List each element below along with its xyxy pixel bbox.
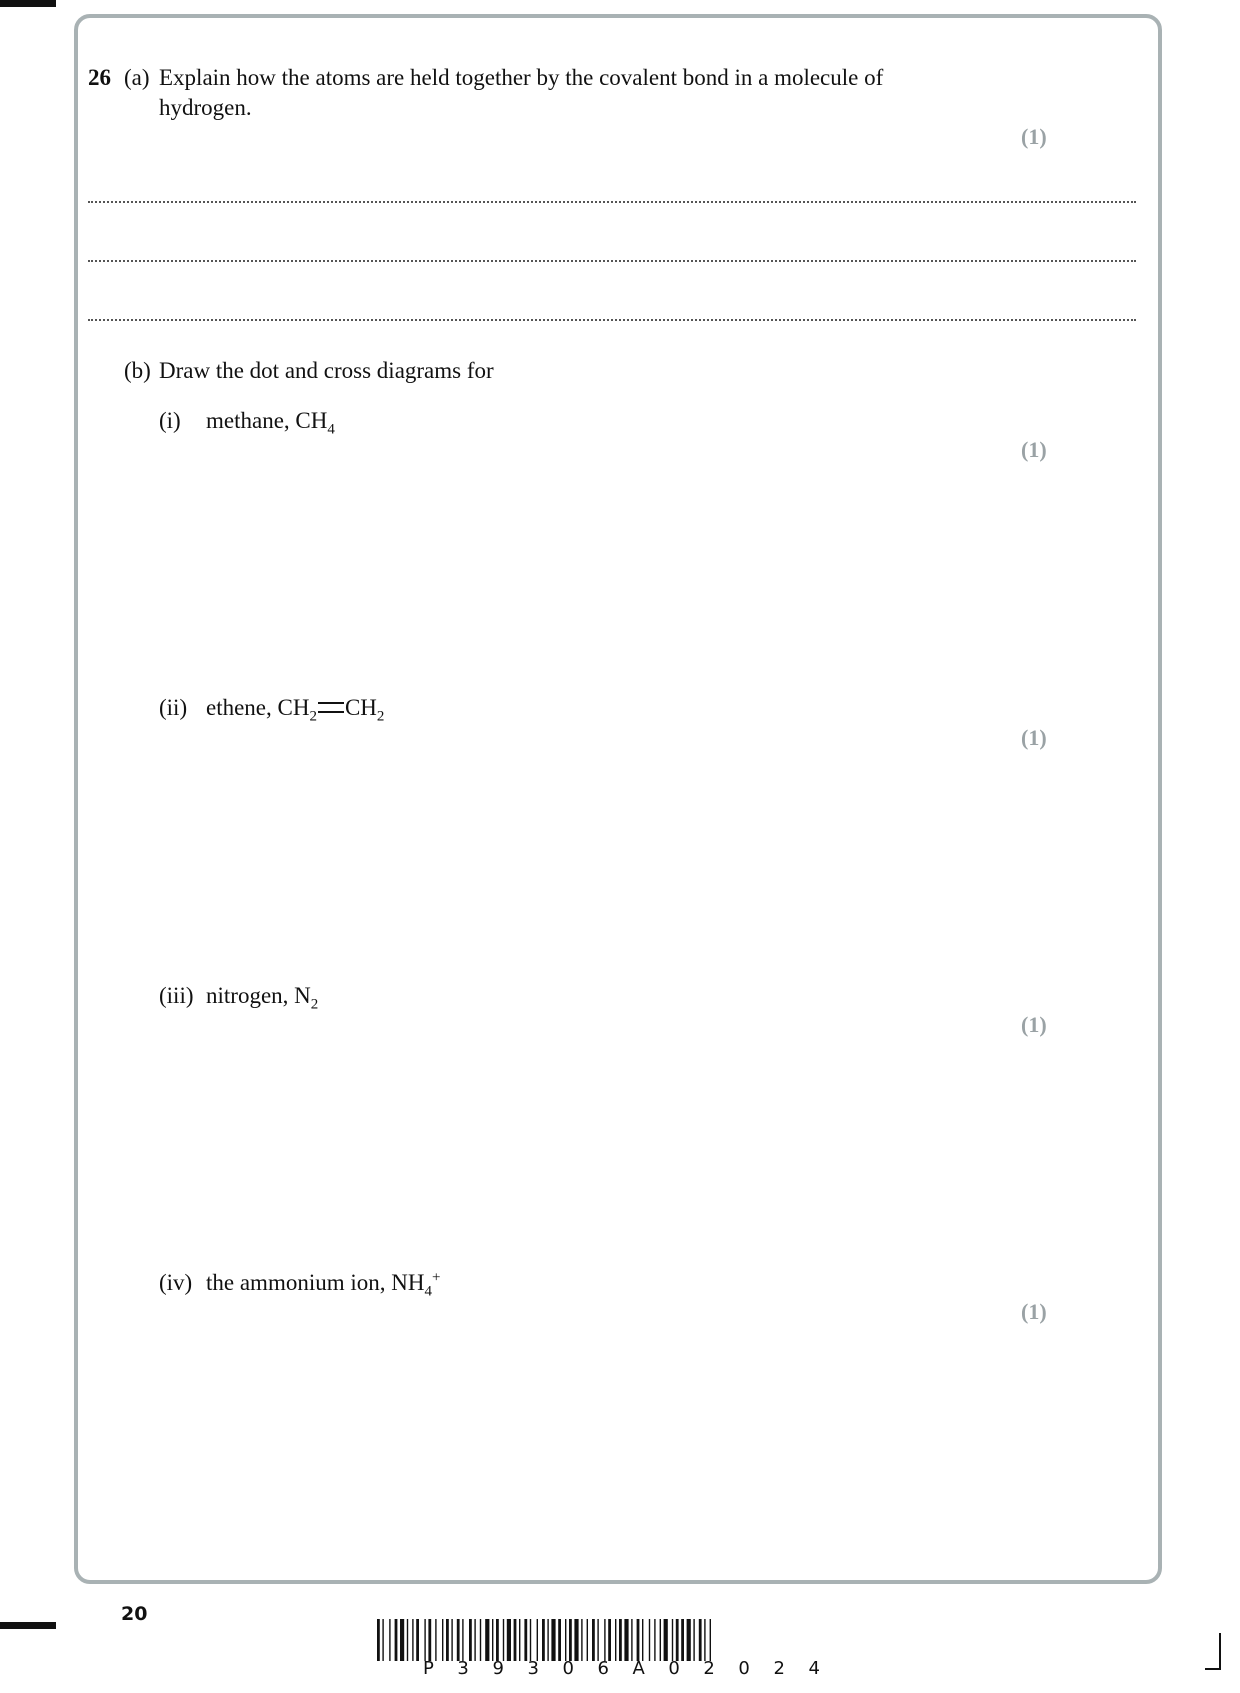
- barcode-icon: [377, 1619, 860, 1661]
- item-iv-drawing-area[interactable]: [150, 1330, 1080, 1550]
- item-ii-drawing-area[interactable]: [150, 750, 1080, 950]
- item-ii-text: ethene, $CH_2$ $CH_2$: [206, 695, 385, 725]
- barcode-char: 6: [597, 1658, 609, 1679]
- registration-mark-top: [0, 0, 56, 7]
- item-iii-text: nitrogen, $N_2$: [206, 983, 319, 1013]
- item-i-text: methane, $CH_4$: [206, 408, 335, 438]
- answer-line-2[interactable]: [88, 260, 1136, 262]
- barcode-char: 0: [562, 1658, 574, 1679]
- barcode-char: 3: [457, 1658, 469, 1679]
- barcode-char: A: [632, 1658, 645, 1679]
- page-number: 20: [121, 1603, 148, 1625]
- answer-line-3[interactable]: [88, 319, 1136, 321]
- question-number: 26: [88, 65, 111, 90]
- item-iii-label: (iii): [159, 983, 194, 1008]
- item-iv-mark: (1): [1021, 1299, 1047, 1324]
- barcode-char: 0: [738, 1658, 750, 1679]
- part-b-label: (b): [124, 358, 151, 383]
- item-iii-mark: (1): [1021, 1012, 1047, 1037]
- part-a-label: (a): [124, 65, 150, 90]
- item-i-label: (i): [159, 408, 181, 433]
- crop-mark: [1219, 1633, 1221, 1668]
- barcode-char: P: [423, 1658, 434, 1679]
- part-b-prompt: Draw the dot and cross diagrams for: [159, 358, 494, 383]
- item-iv-label: (iv): [159, 1270, 193, 1295]
- part-a-question-line1: Explain how the atoms are held together by the covalent bond in a molecule of: [159, 65, 884, 90]
- item-iii-drawing-area[interactable]: [150, 1040, 1080, 1240]
- item-iv-text: the ammonium ion, $NH_4^+$: [206, 1269, 441, 1300]
- barcode-char: 4: [808, 1658, 820, 1679]
- part-a-question-line2: hydrogen.: [159, 95, 252, 120]
- double-bond-icon: [318, 702, 344, 713]
- barcode-char: 2: [773, 1658, 785, 1679]
- part-a-mark: (1): [1021, 124, 1047, 149]
- barcode-char: 3: [527, 1658, 539, 1679]
- crop-mark-foot: [1205, 1668, 1221, 1670]
- barcode-char: 2: [703, 1658, 715, 1679]
- barcode-char: 0: [668, 1658, 680, 1679]
- item-ii-label: (ii): [159, 695, 188, 720]
- answer-line-1[interactable]: [88, 201, 1136, 203]
- item-i-drawing-area[interactable]: [150, 460, 1080, 660]
- barcode-char: 9: [492, 1658, 504, 1679]
- item-ii-mark: (1): [1021, 725, 1047, 750]
- barcode-text: [377, 1658, 860, 1679]
- registration-mark-bottom: [0, 1622, 56, 1629]
- item-i-mark: (1): [1021, 437, 1047, 462]
